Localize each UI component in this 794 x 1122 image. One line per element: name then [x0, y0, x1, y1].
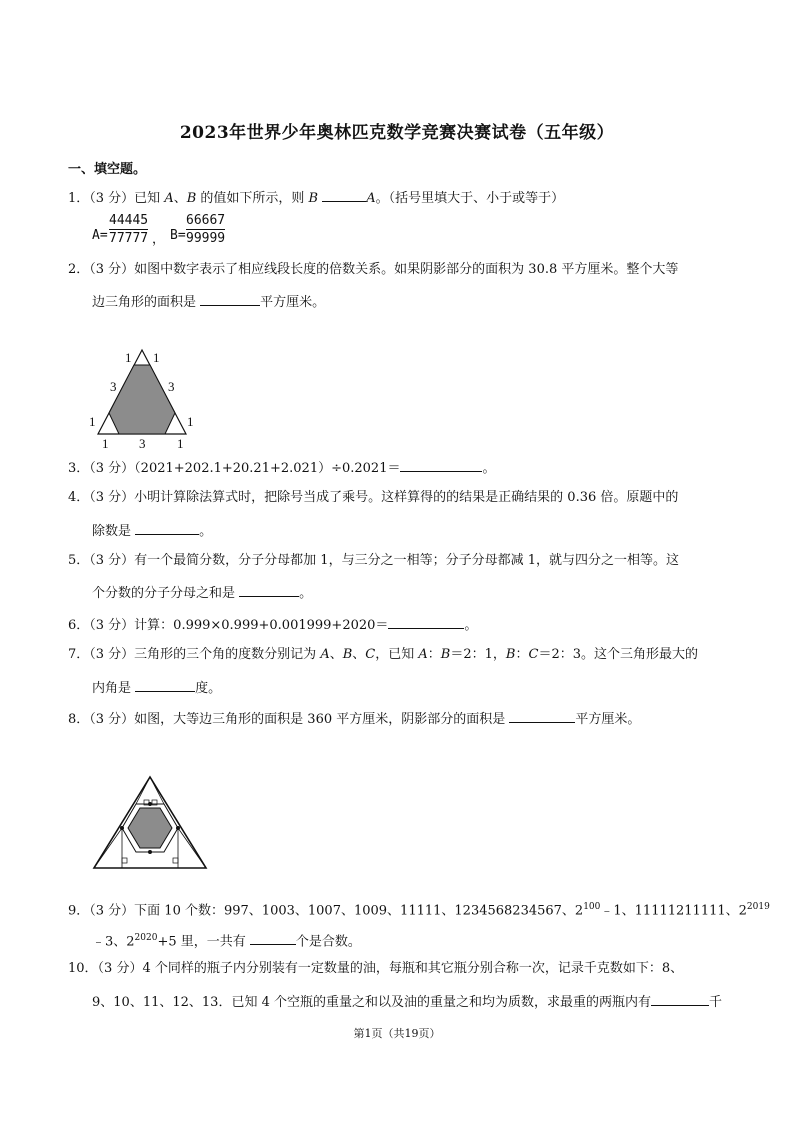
figure-label: 1 [125, 350, 132, 365]
answer-blank[interactable] [400, 457, 482, 472]
answer-blank[interactable] [509, 708, 575, 723]
figure-label: 3 [110, 379, 117, 394]
answer-blank[interactable] [651, 991, 709, 1006]
question-8: 8．（3 分）如图，大等边三角形的面积是 360 平方厘米，阴影部分的面积是 平方厘米。 [68, 708, 640, 730]
question-1: 1．（3 分）已知 A、B 的值如下所示，则 B A。（括号里填大于、小于或等于） [68, 187, 564, 209]
answer-blank[interactable] [200, 291, 260, 306]
right-angle-mark [173, 858, 178, 863]
question-2-line-2: 边三角形的面积是 平方厘米。 [92, 291, 325, 313]
answer-blank[interactable] [135, 520, 199, 535]
question-9-line-2: ﹣3、$2^{2020}+5$ 里，一共有 个是合数。 [92, 928, 361, 952]
question-10-line-2: 9、10、11、12、13．已知 4 个空瓶的重量之和以及油的重量之和均为质数，求最重的两瓶内有 千 [92, 991, 722, 1013]
page-footer: 第1页（共19页） [353, 1027, 441, 1040]
point [148, 802, 152, 806]
figure-label: 1 [187, 414, 194, 429]
question-5-line-1: 5．（3 分）有一个最简分数，分子分母都加 1，与三分之一相等；分子分母都减 1，就与四分之一相等。这 [68, 553, 679, 568]
point [176, 826, 180, 830]
figure-triangle-hexagon [86, 345, 196, 451]
figure-label: 1 [177, 436, 184, 451]
question-2-line-1: 2．（3 分）如图中数字表示了相应线段长度的倍数关系。如果阴影部分的面积为 30.8 平方厘米。整个大等 [68, 262, 679, 277]
shaded-hexagon [109, 365, 175, 434]
answer-blank[interactable] [239, 582, 299, 597]
shaded-hexagon [128, 808, 172, 848]
question-7-line-2: 内角是 度。 [92, 677, 221, 699]
answer-blank[interactable] [250, 930, 296, 945]
point [148, 850, 152, 854]
section-heading: 一、填空题。 [68, 162, 147, 177]
figure-label: 1 [89, 414, 96, 429]
segment [178, 828, 206, 868]
question-10-line-1: 10．（3 分）4 个同样的瓶子内分别装有一定数量的油，每瓶和其它瓶分别合称一次，记录千克数如下：8、 [68, 961, 684, 976]
page-title: 2023年世界少年奥林匹克数学竞赛决赛试卷（五年级） [179, 123, 615, 143]
right-angle-mark [122, 858, 127, 863]
figure-label: 3 [168, 379, 175, 394]
figure-label: 1 [102, 436, 109, 451]
a-label: A= [92, 228, 108, 243]
question-4-line-1: 4．（3 分）小明计算除法算式时，把除号当成了乘号。这样算得的的结果是正确结果的 0.36 倍。原题中的 [68, 490, 679, 505]
figure-label: 1 [153, 350, 160, 365]
question-6: 6．（3 分）计算：0.999×0.999+0.001999+2020＝ 。 [68, 614, 477, 636]
question-7-line-1: 7．（3 分）三角形的三个角的度数分别记为 A、B、C，已知 A：B＝2：1，B：C＝2：3。这个三角形最大的 [68, 647, 698, 662]
segment [94, 828, 122, 868]
question-4-line-2: 除数是 。 [92, 520, 212, 542]
answer-blank[interactable] [322, 187, 366, 202]
point [120, 826, 124, 830]
figure-triangle-inscribed-hexagon [92, 772, 212, 872]
question-3: 3．（3 分）（2021+202.1+20.21+2.021）÷0.2021＝ 。 [68, 457, 495, 479]
answer-blank[interactable] [135, 677, 195, 692]
question-9-line-1: 9．（3 分）下面 10 个数：997、1003、1007、1009、11111、1234568234567、$2^{100}﹣1$、11111211111、$2^{2019}$ [68, 902, 770, 919]
comma: ， [152, 232, 166, 247]
answer-blank[interactable] [388, 614, 464, 629]
fraction-b: $\frac{66667}{99999}$ [186, 213, 226, 246]
fraction-a: $\frac{44445}{77777}$ [109, 213, 149, 246]
question-5-line-2: 个分数的分子分母之和是 。 [92, 582, 312, 604]
figure-label: 3 [139, 436, 146, 451]
b-label: B= [170, 228, 186, 243]
